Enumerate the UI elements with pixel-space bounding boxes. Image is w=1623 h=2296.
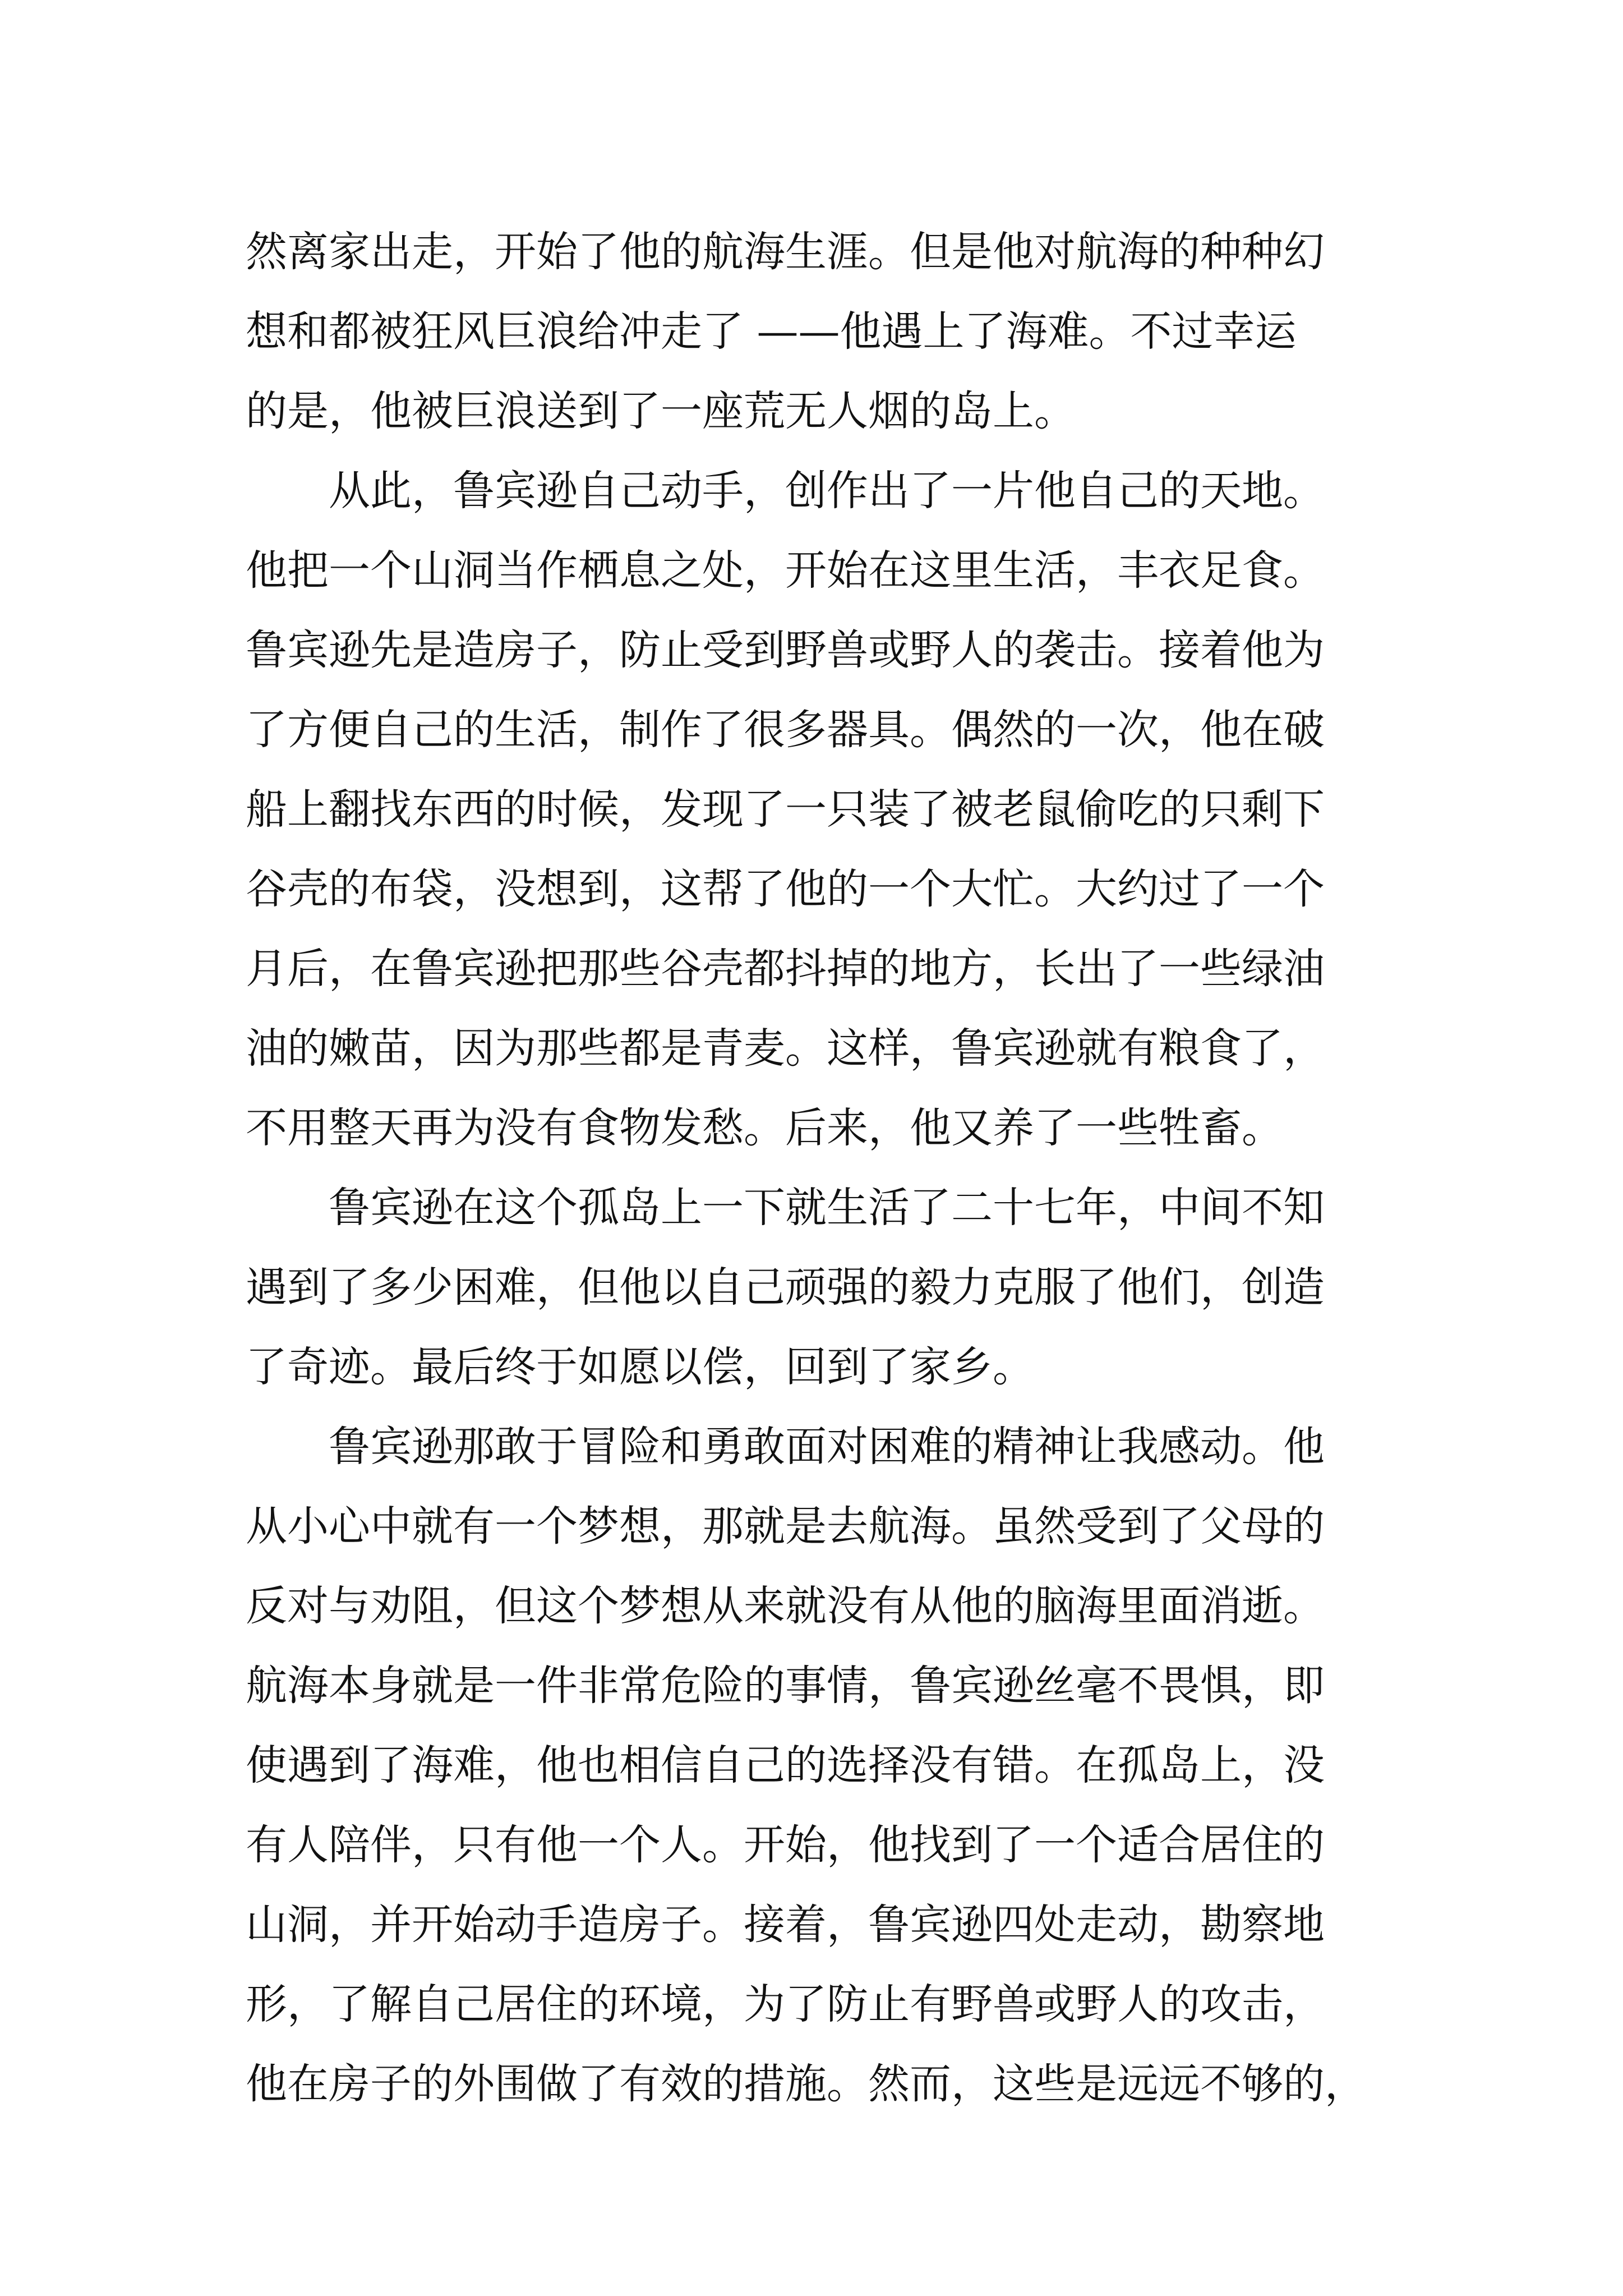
paragraph-start-line: 鲁宾逊那敢于冒险和勇敢面对困难的精神让我感动。他: [329, 1423, 1325, 1471]
text-line: 航海本身就是一件非常危险的事情，鲁宾逊丝毫不畏惧，即: [246, 1662, 1325, 1710]
text-line: 反对与劝阻，但这个梦想从来就没有从他的脑海里面消逝。: [246, 1582, 1325, 1630]
text-line: 从小心中就有一个梦想，那就是去航海。虽然受到了父母的: [246, 1502, 1325, 1550]
text-line: 然离家出走，开始了他的航海生涯。但是他对航海的种种幻: [246, 228, 1325, 276]
text-line: 他在房子的外围做了有效的措施。然而，这些是远远不够的，: [246, 2060, 1366, 2108]
text-line: 油的嫩苗，因为那些都是青麦。这样，鲁宾逊就有粮食了，: [246, 1024, 1325, 1073]
text-line: 的是，他被巨浪送到了一座荒无人烟的岛上。: [246, 387, 1076, 435]
text-line: 想和都被狂风巨浪给冲走了 ——他遇上了海难。不过幸运: [246, 307, 1297, 356]
text-line: 遇到了多少困难，但他以自己顽强的毅力克服了他们，创造: [246, 1263, 1325, 1312]
text-line: 有人陪伴，只有他一个人。开始，他找到了一个适合居住的: [246, 1821, 1325, 1869]
text-line: 不用整天再为没有食物发愁。后来，他又养了一些牲畜。: [246, 1104, 1283, 1152]
text-line: 使遇到了海难，他也相信自己的选择没有错。在孤岛上，没: [246, 1741, 1325, 1789]
text-line: 了方便自己的生活，制作了很多器具。偶然的一次，他在破: [246, 706, 1325, 754]
text-line: 山洞，并开始动手造房子。接着，鲁宾逊四处走动，勘察地: [246, 1901, 1325, 1949]
text-line: 了奇迹。最后终于如愿以偿，回到了家乡。: [246, 1343, 1034, 1391]
text-line: 鲁宾逊先是造房子，防止受到野兽或野人的袭击。接着他为: [246, 626, 1325, 674]
paragraph-start-line: 从此，鲁宾逊自己动手，创作出了一片他自己的天地。: [329, 467, 1325, 515]
text-line: 谷壳的布袋，没想到，这帮了他的一个大忙。大约过了一个: [246, 865, 1325, 913]
text-line: 形，了解自己居住的环境，为了防止有野兽或野人的攻击，: [246, 1980, 1325, 2028]
essay-body: [246, 212, 1381, 2124]
text-line: 船上翻找东西的时候，发现了一只装了被老鼠偷吃的只剩下: [246, 785, 1325, 834]
text-line: 他把一个山洞当作栖息之处，开始在这里生活，丰衣足食。: [246, 546, 1325, 595]
paragraph-start-line: 鲁宾逊在这个孤岛上一下就生活了二十七年，中间不知: [329, 1184, 1325, 1232]
text-line: 月后，在鲁宾逊把那些谷壳都抖掉的地方，长出了一些绿油: [246, 945, 1325, 993]
